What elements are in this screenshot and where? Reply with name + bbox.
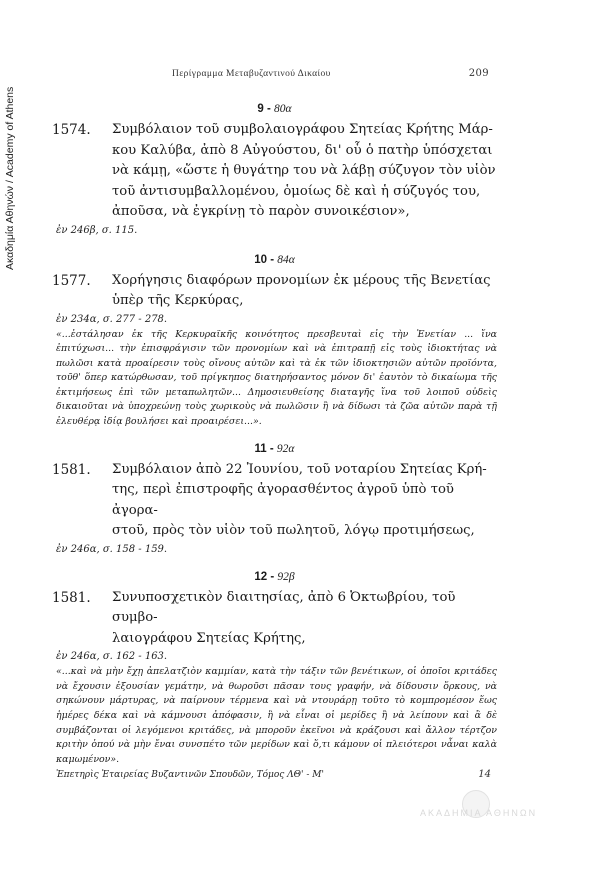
section-number: 12 [254,570,268,583]
entry [52,120,497,239]
entry-number: 1581. [52,461,91,478]
entry-line: Χορήγησις διαφόρων προνομίων ἐκ μέρους τῆς Βενετίας [112,272,491,288]
entry-text [52,271,497,312]
entry-line: της, περὶ ἐπιστροφῆς ἀγορασθέντος ἀγροῦ ὑπὸ τοῦ ἀγορα- [112,482,454,518]
section-9 [52,98,497,239]
entry-line: νὰ κάμῃ, «ὥστε ἡ θυγάτηρ του νὰ λάβῃ σύζυγον τὸν υἱὸν [112,163,496,178]
section-10 [52,249,497,430]
quoted-passage: «...καὶ νὰ μὴν ἔχῃ ἀπελατζιὸν καμμίαν, κατὰ τὴν τάξιν τῶν βενέτικων, οἱ ὁποῖοι κριτάδες νὰ ἔχουσιν ἐξουσίαν γεμάτην, νὰ θωροῦσι πᾶσαν τους γραφήν, νὰ δίδουσιν ὅρκους, νὰ σηκώνουν μάρτυρας, νὰ παίρνουν τέρμενα καὶ νὰ ντουράρῃ τοῦτο τὸ κομπρομέσον ἕως ἡμέρες δέκα καὶ νὰ κάμνουσι ἀπόφασιν, ἢ νὰ εἶναι οἱ μερίδες ἢ νὰ λείπουν καὶ ἂ δὲ συμβάζονται οἱ λεγόμενοι κριτάδες, νὰ μποροῦν ἐκεῖνοι νὰ κράζουσι καὶ ἄλλον τέρτζον κριτὴν ὁπού νὰ μὴν ἔναι συνσπέτο τῶν μερίδων καὶ ὅ,τι κάμουν οἱ πλειότεροι νἆναι καλὰ καμωμένον». [56,666,497,765]
page [52,68,497,780]
section-heading: 11 - 92α [254,442,295,455]
quoted-passage: «...ἐστάλησαν ἐκ τῆς Κερκυραϊκῆς κοινότητος πρεσβευταὶ εἰς τὴν Ἐνετίαν ... ἵνα ἐπιτύχωσι... τὴν ἐπισφράγισιν τῶν προνομίων καὶ νὰ ἐπιτραπῇ εἰς τοὺς ἰδιοκτήτας νὰ πωλῶσι κατὰ προαίρεσιν τοὺς οἴνους αὐτῶν καὶ τὰ ἐκ τῶν ἰδιοκτησιῶν αὐτῶν προϊόντα, τοῦθ' ὅπερ κατώρθωσαν, τοῦ πρίγκηπος διατηρήσαντος μόνον δι' ἑαυτὸν τὸ δικαίωμα τῆς ἐκτιμήσεως ἐπὶ τῶν μεταπωλητῶν... Δημοσιευθείσης διαταγῆς ἵνα τοῦ λοιποῦ οὐδεὶς δικαιοῦται νὰ ὑποχρεώνῃ τοὺς χωρικοὺς νὰ πωλῶσιν ἢ νὰ δίδωσι τὰ ζῶα αὐτῶν παρὰ τῇ ἐλευθέρᾳ ἰδίᾳ βουλήσει καὶ προαιρέσει...». [56,328,497,428]
section-12 [52,566,497,768]
citation: ἐν 234α, σ. 277 - 278. [56,313,168,325]
entry-line: λαιογράφου Σητείας Κρήτης, [112,630,306,646]
entry [52,588,497,768]
page-number: 209 [468,68,489,79]
entry-line: ἀποῦσα, νὰ ἐγκρίνῃ τὸ παρὸν συνοικέσιον», [112,204,410,219]
citation: ἐν 246α, σ. 158 - 159. [56,543,168,555]
entry-line: Συνυποσχετικὸν διαιτησίας, ἀπὸ 6 Ὀκτωβρίου, τοῦ συμβο- [112,589,456,626]
section-number: 11 [254,442,267,455]
journal-footer: Ἐπετηρὶς Ἑταιρείας Βυζαντινῶν Σπουδῶν, Τόμος ΛΘ' - Μ' [56,770,324,781]
entry [52,271,497,430]
academy-watermark: ΑΚΑΔΗΜΙΑ ΑΘΗΝΩΝ [420,808,538,818]
entry-line: ὑπὲρ τῆς Κερκύρας, [112,293,244,308]
entry-number: 1581. [52,589,91,606]
entry-line: Συμβόλαιον ἀπὸ 22 Ἰουνίου, τοῦ νοταρίου Σητείας Κρή- [112,461,487,477]
entry-number: 1574. [52,122,91,138]
section-11 [52,438,497,558]
section-number: 10 [254,253,267,266]
archive-sidebar-label: Ακαδημία Αθηνών / Academy of Athens [4,86,16,270]
entry-line: στοῦ, πρὸς τὸν υἱὸν τοῦ πωλητοῦ, λόγῳ προτιμήσεως, [112,523,475,539]
page-footer [52,769,497,780]
entry [52,460,497,558]
section-folio: 84α [277,253,295,266]
entry-text [52,588,497,650]
section-folio: 92β [277,570,295,583]
section-heading: 9 - 80α [257,103,292,115]
entry-number: 1577. [52,272,91,289]
section-heading: 10 - 84α [254,253,295,266]
section-folio: 92α [276,442,295,455]
signature-mark: 14 [478,769,491,781]
entry-line: Συμβόλαιον τοῦ συμβολαιογράφου Σητείας Κρήτης Μάρ- [112,122,493,137]
entry-text [52,120,497,223]
running-title: Περίγραμμα Μεταβυζαντινού Δικαίου [172,69,331,79]
section-number: 9 [257,103,264,115]
running-header [52,68,497,84]
entry-line: κου Καλύβα, ἀπὸ 8 Αὐγούστου, δι' οὗ ὁ πατὴρ ὑπόσχεται [112,142,493,158]
entry-line: τοῦ ἀντισυμβαλλομένου, ὁμοίως δὲ καὶ ἡ σύζυγός του, [112,183,481,199]
entry-text [52,460,497,542]
section-heading: 12 - 92β [254,570,295,583]
citation: ἐν 246α, σ. 162 - 163. [56,651,168,663]
section-folio: 80α [274,103,292,115]
citation: ἐν 246β, σ. 115. [56,224,138,236]
